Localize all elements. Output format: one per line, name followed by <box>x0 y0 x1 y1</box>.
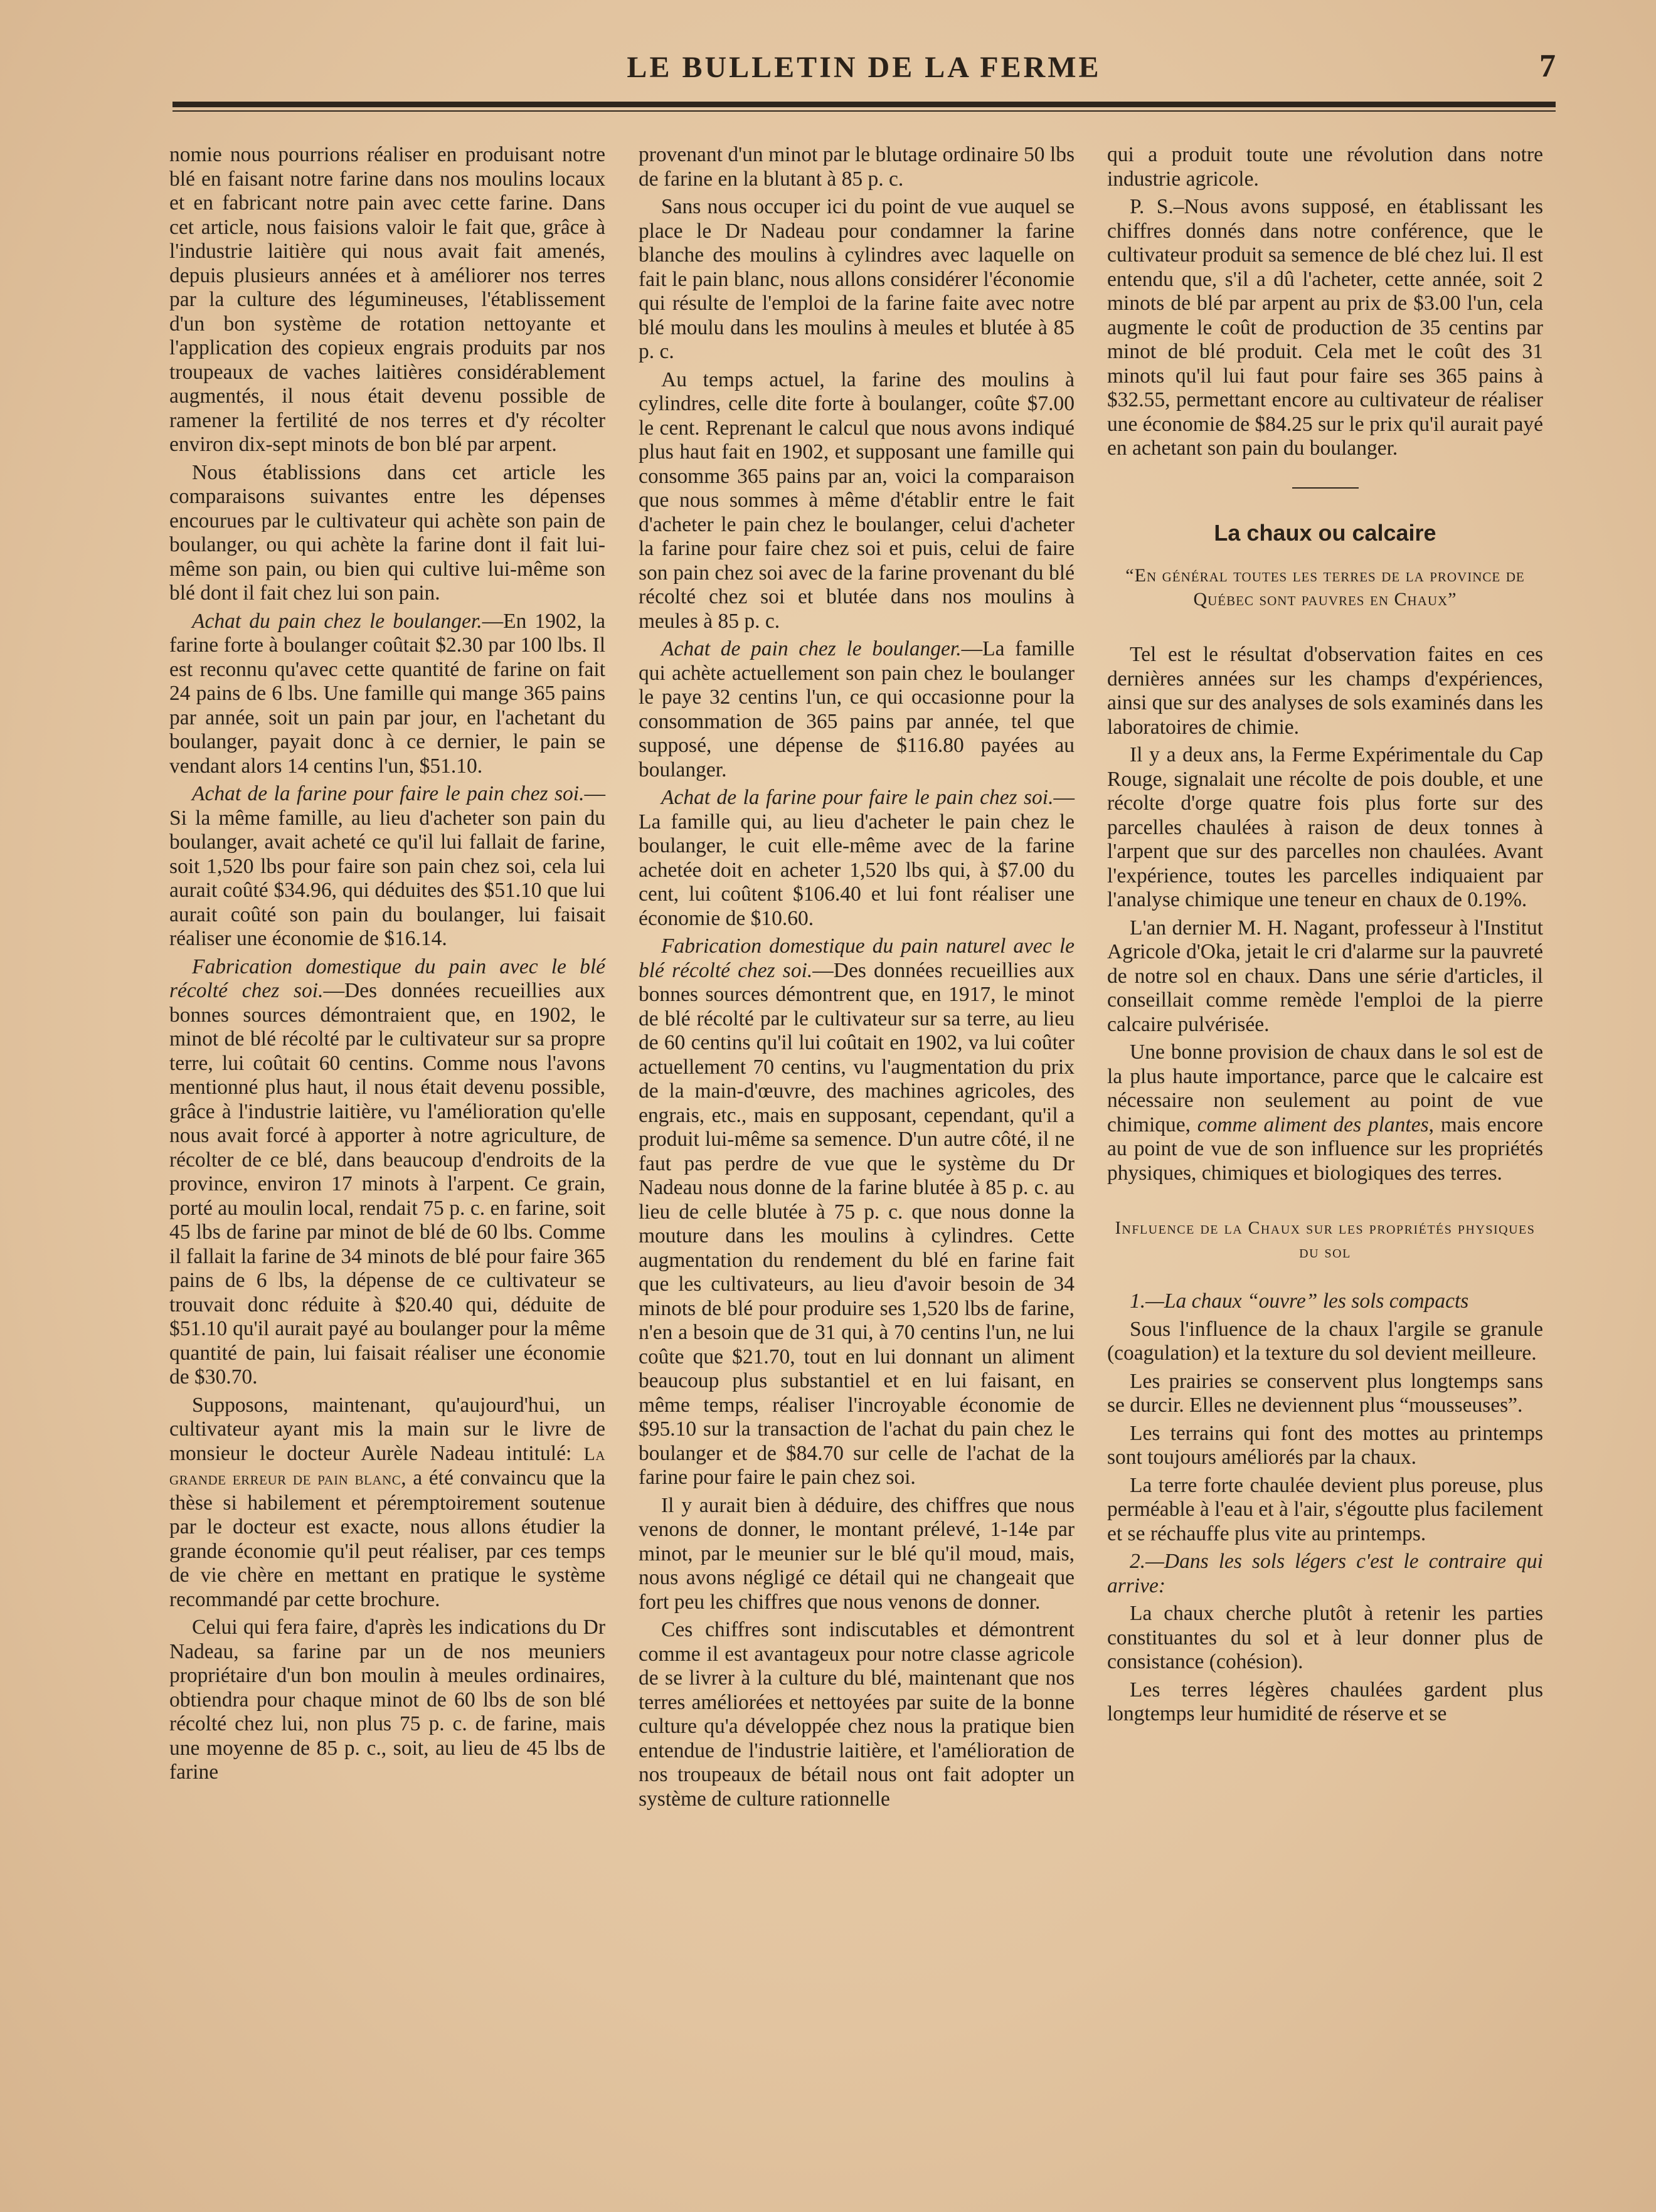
section-epigraph: “En général toutes les terres de la province de Québec sont pauvres en Chaux” <box>1125 565 1525 610</box>
paragraph: P. S.–Nous avons supposé, en établissant les chiffres donnés dans notre conférence, que le cultivateur produit sa semence de blé chez lui. Il est entendu que, s'il a dû l'acheter, cette année, soit 2 minots de blé par arpent au prix de $3.00 l'un, cela augmente le coût de production de 35 centins par minot de blé produit. Cela met le coût des 31 minots qu'il lui faut pour faire ses 365 pains à $32.55, permettant encore au cultivateur de réaliser une économie de $84.25 sur le prix qu'il aurait payé en achetant son pain du boulanger. <box>1107 195 1543 460</box>
list-item-heading <box>1107 1289 1543 1314</box>
section-title: La chaux ou calcaire <box>1214 519 1436 546</box>
paragraph: La terre forte chaulée devient plus poreuse, plus perméable à l'eau et à l'air, s'égoutte plus facilement et se réchauffe plus vite au printemps. <box>1107 1473 1543 1545</box>
paragraph-text: —La famille qui achète actuellement son pain chez le boulanger le paye 32 centins l'un, ce qui occasionne pour la consommation de 365 pains par année, tel que supposé, une dépense de $116.80 payées au boulanger. <box>639 637 1075 781</box>
paragraph-lead: Achat de la farine pour faire le pain chez soi. <box>661 786 1054 809</box>
paragraph-text: , a été convaincu que la thèse si habilement et péremptoirement soutenue par le docteur est exacte, nous allons étudier la grande économie qu'il peut réaliser, par ces temps de vie chère en mettant en pratique le système recommandé par cette brochure. <box>169 1466 605 1611</box>
subheading: Influence de la Chaux sur les propriétés physiques du sol <box>1115 1219 1536 1262</box>
paragraph: Au temps actuel, la farine des moulins à cylindres, celle dite forte à boulanger, coûte $7.00 le cent. Reprenant le calcul que nous avons indiqué plus haut fait en 1902, et supposant une famille qui consomme 365 pains par an, voici la comparaison que nous sommes à même d'établir entre le fait d'acheter le pain chez le boulanger, celui d'acheter la farine pour faire chez soi et puis, celui de faire son pain chez soi avec de la farine provenant du blé récolté chez soi et blutée dans nos moulins à meules à 85 p. c. <box>639 368 1075 633</box>
list-item-lead: 2.—Dans les sols légers c'est le contraire qui arrive: <box>1107 1550 1543 1597</box>
paragraph <box>169 610 605 779</box>
paragraph: Il y aurait bien à déduire, des chiffres que nous venons de donner, le montant prélevé, 1-14e par minot, par le meunier sur le blé qu'il moud, mais, nous avons négligé ce détail qui ne changeait que fort peu les chiffres que nous venons de donner. <box>639 1493 1075 1614</box>
column-2 <box>639 143 1075 1815</box>
paragraph-text: , mais encore au point de vue de son influence sur les propriétés physiques, chimiques et biologiques des terres. <box>1107 1113 1543 1185</box>
paragraph: Tel est le résultat d'observation faites en ces dernières années sur les champs d'expériences, ainsi que sur des analyses de sols examinés dans les laboratoires de chimie. <box>1107 643 1543 739</box>
list-item-heading <box>1107 1550 1543 1598</box>
paragraph-text: —Des données recueillies aux bonnes sources démontraient que, en 1902, le minot de blé récolté par le cultivateur sur sa propre terre, lui coûtait 60 centins. Comme nous l'avons mentionné plus haut, il nous était devenu possible, grâce à l'industrie laitière, vu l'amélioration qu'elle nous avait forcé à apporter à notre agriculture, de récolter de ce blé, dans beaucoup d'endroits de la province, environ 17 minots à l'arpent. Ce grain, porté au moulin local, rendait 75 p. c. en farine, soit 45 lbs de farine par minot de blé de 60 lbs. Comme il fallait la farine de 34 minots de blé pour faire 365 pains de 6 lbs, la dépense de ce cultivateur se trouvait donc réduite à $20.40 qui, déduite de $51.10 qu'il aurait payé au boulanger pour la même quantité de pain, lui faisait réaliser une économie de $30.70. <box>169 979 605 1389</box>
book-title: La grande erreur de pain blanc <box>169 1443 605 1489</box>
paragraph-text: —La famille qui, au lieu d'acheter le pain chez le boulanger, le cuit elle-même avec de la farine achetée doit en acheter 1,520 lbs qui, à $7.00 du cent, lui coûtent $106.40 et lui font réaliser une économie de $10.60. <box>639 786 1075 930</box>
paragraph <box>169 782 605 951</box>
paragraph-lead: Fabrication domestique du pain avec le blé récolté chez soi. <box>169 955 605 1002</box>
column-1 <box>169 143 605 1789</box>
page-header <box>172 44 1556 94</box>
paragraph: Les terres légères chaulées gardent plus longtemps leur humidité de réserve et se <box>1107 1678 1543 1725</box>
emphasis: comme aliment des plantes <box>1197 1113 1429 1136</box>
paragraph-text: —En 1902, la farine forte à boulanger coûtait $2.30 par 100 lbs. Il est reconnu qu'avec cette quantité de farine on fait 24 pains de 6 lbs. Une famille qui mange 365 pains par année, soit un pain par jour, en l'achetant du boulanger, payait donc à ce dernier, le pain se vendant alors 14 centins l'un, $51.10. <box>169 609 606 778</box>
paragraph: Sans nous occuper ici du point de vue auquel se place le Dr Nadeau pour condamner la farine blanche des moulins à cylindres avec laquelle on fait le pain blanc, nous allons considérer l'économie qui résulte de l'emploi de la farine faite avec notre blé moulu dans les moulins à meules et blutée à 85 p. c. <box>639 195 1075 363</box>
paragraph-text: Supposons, maintenant, qu'aujourd'hui, un cultivateur ayant mis la main sur le livre de monsieur le docteur Aurèle Nadeau intitulé: <box>169 1393 605 1465</box>
paragraph: Sous l'influence de la chaux l'argile se granule (coagulation) et la texture du sol devient meilleure. <box>1107 1317 1543 1365</box>
paragraph-lead: Fabrication domestique du pain naturel avec le blé récolté chez soi. <box>639 934 1075 982</box>
paragraph-lead: Achat de pain chez le boulanger. <box>661 637 962 660</box>
paragraph: Les prairies se conservent plus longtemps sans se durcir. Elles ne deviennent plus “mousseuses”. <box>1107 1369 1543 1417</box>
paragraph <box>639 637 1075 782</box>
paragraph-text: Une bonne provision de chaux dans le sol est de la plus haute importance, parce que le calcaire est nécessaire non seulement au point de vue chimique, <box>1107 1040 1543 1136</box>
paragraph-text: —Si la même famille, au lieu d'acheter son pain du boulanger, avait acheté ce qu'il lui fallait de farine, soit 1,520 lbs pour faire son pain chez soi, cela lui aurait coûté $34.96, qui déduites des $51.10 que lui aurait coûté son pain du boulanger, lui faisait réaliser une économie de $16.14. <box>169 782 605 950</box>
paragraph: nomie nous pourrions réaliser en produisant notre blé en faisant notre farine dans nos moulins locaux et en fabricant notre pain avec cette farine. Dans cet article, nous faisions valoir le fait que, grâce à l'industrie laitière qui nous avait fait amenés, depuis plusieurs années et à améliorer nos terres par la culture des légumineuses, l'établissement d'un bon système de rotation nettoyante et l'application des copieux engrais produits par nos troupeaux de vaches laitières considérablement augmentés, il nous était devenu possible de ramener la fertilité de nos terres et d'y récolter environ dix-sept minots de bon blé par arpent. <box>169 143 605 456</box>
paragraph <box>639 934 1075 1490</box>
paragraph-lead: Achat de la farine pour faire le pain chez soi. <box>192 782 585 805</box>
paragraph: Nous établissions dans cet article les comparaisons suivantes entre les dépenses encourues par le cultivateur qui achète son pain de boulanger, ou qui achète la farine dont il fait lui-même son pain, ou bien qui cultive lui-même son blé dont il fait chez lui son pain. <box>169 460 605 605</box>
paragraph <box>1107 1040 1543 1185</box>
paragraph: qui a produit toute une révolution dans notre industrie agricole. <box>1107 143 1543 191</box>
list-item-lead: 1.—La chaux “ouvre” les sols compacts <box>1130 1289 1469 1313</box>
header-rule <box>172 102 1556 107</box>
paragraph: provenant d'un minot par le blutage ordinaire 50 lbs de farine en la blutant à 85 p. c. <box>639 143 1075 191</box>
column-3 <box>1107 143 1543 1730</box>
paragraph: Ces chiffres sont indiscutables et démontrent comme il est avantageux pour notre classe agricole de se livrer à la culture du blé, maintenant que nos terres améliorées et nettoyées par suite de la bonne culture qu'a développée chez nous la pratique bien entendue de l'industrie laitière, et l'amélioration de nos troupeaux de bétail nous ont fait adopter un système de culture rationnelle <box>639 1618 1075 1811</box>
paragraph-text: —Des données recueillies aux bonnes sources démontrent que, en 1917, le minot de blé récolté par le cultivateur sur sa terre, au lieu de 60 centins qu'il lui coûtait en 1902, va lui coûter actuellement 70 centins, vu l'augmentation du prix de la main-d'œuvre, des machines agricoles, des engrais, etc., mais en supposant, cependant, qu'il a produit lui-même sa semence. D'un autre côté, il ne faut pas perdre de vue que le système du Dr Nadeau nous donne de la farine blutée à 85 p. c. au lieu de celle blutée à 75 p. c. que nous donne la mouture dans les moulins à cylindres. Cette augmentation du rendement du blé en farine fait que les cultivateurs, au lieu d'avoir besoin de 34 minots de blé pour produire ses 1,520 lbs de farine, n'en a besoin que de 31 qui, à 70 centins l'un, ne lui coûte que $21.70, tout en lui donnant un aliment beaucoup plus substantiel et en lui faisant, en même temps, réaliser l'incroyable économie de $95.10 sur la transaction de l'achat du pain chez le boulanger et de $84.70 sur celle de l'achat de la farine pour faire le pain chez soi. <box>639 958 1075 1489</box>
paragraph-lead: Achat du pain chez le boulanger. <box>192 609 482 633</box>
paragraph: La chaux cherche plutôt à retenir les parties constituantes du sol et à leur donner plus de consistance (cohésion). <box>1107 1602 1543 1673</box>
paragraph <box>169 1394 605 1612</box>
page-title: LE BULLETIN DE LA FERME <box>627 51 1101 84</box>
header-rule-thin <box>172 110 1556 112</box>
page-number: 7 <box>1539 48 1556 84</box>
paragraph: L'an dernier M. H. Nagant, professeur à l'Institut Agricole d'Oka, jetait le cri d'alarme sur la pauvreté de notre sol en chaux. Dans une série d'articles, il conseillait comme remède l'emploi de la pierre calcaire pulvérisée. <box>1107 916 1543 1036</box>
paragraph <box>169 955 605 1390</box>
section-divider <box>1292 487 1359 489</box>
paragraph <box>639 786 1075 931</box>
paragraph: Il y a deux ans, la Ferme Expérimentale du Cap Rouge, signalait une récolte de pois double, et une récolte d'orge quatre fois plus forte sur des parcelles chaulées à raison de deux tonnes à l'arpent que sur des parcelles non chaulées. Avant l'expérience, toutes les parcelles indiquaient par l'analyse chimique une teneur en chaux de 0.19%. <box>1107 743 1543 911</box>
paragraph: Celui qui fera faire, d'après les indications du Dr Nadeau, sa farine par un de nos meuniers propriétaire d'un bon moulin à meules ordinaires, obtiendra pour chaque minot de 60 lbs de son blé récolté chez lui, non plus 75 p. c. de farine, mais une moyenne de 85 p. c., soit, au lieu de 45 lbs de farine <box>169 1616 605 1784</box>
paragraph: Les terrains qui font des mottes au printemps sont toujours améliorés par la chaux. <box>1107 1421 1543 1469</box>
